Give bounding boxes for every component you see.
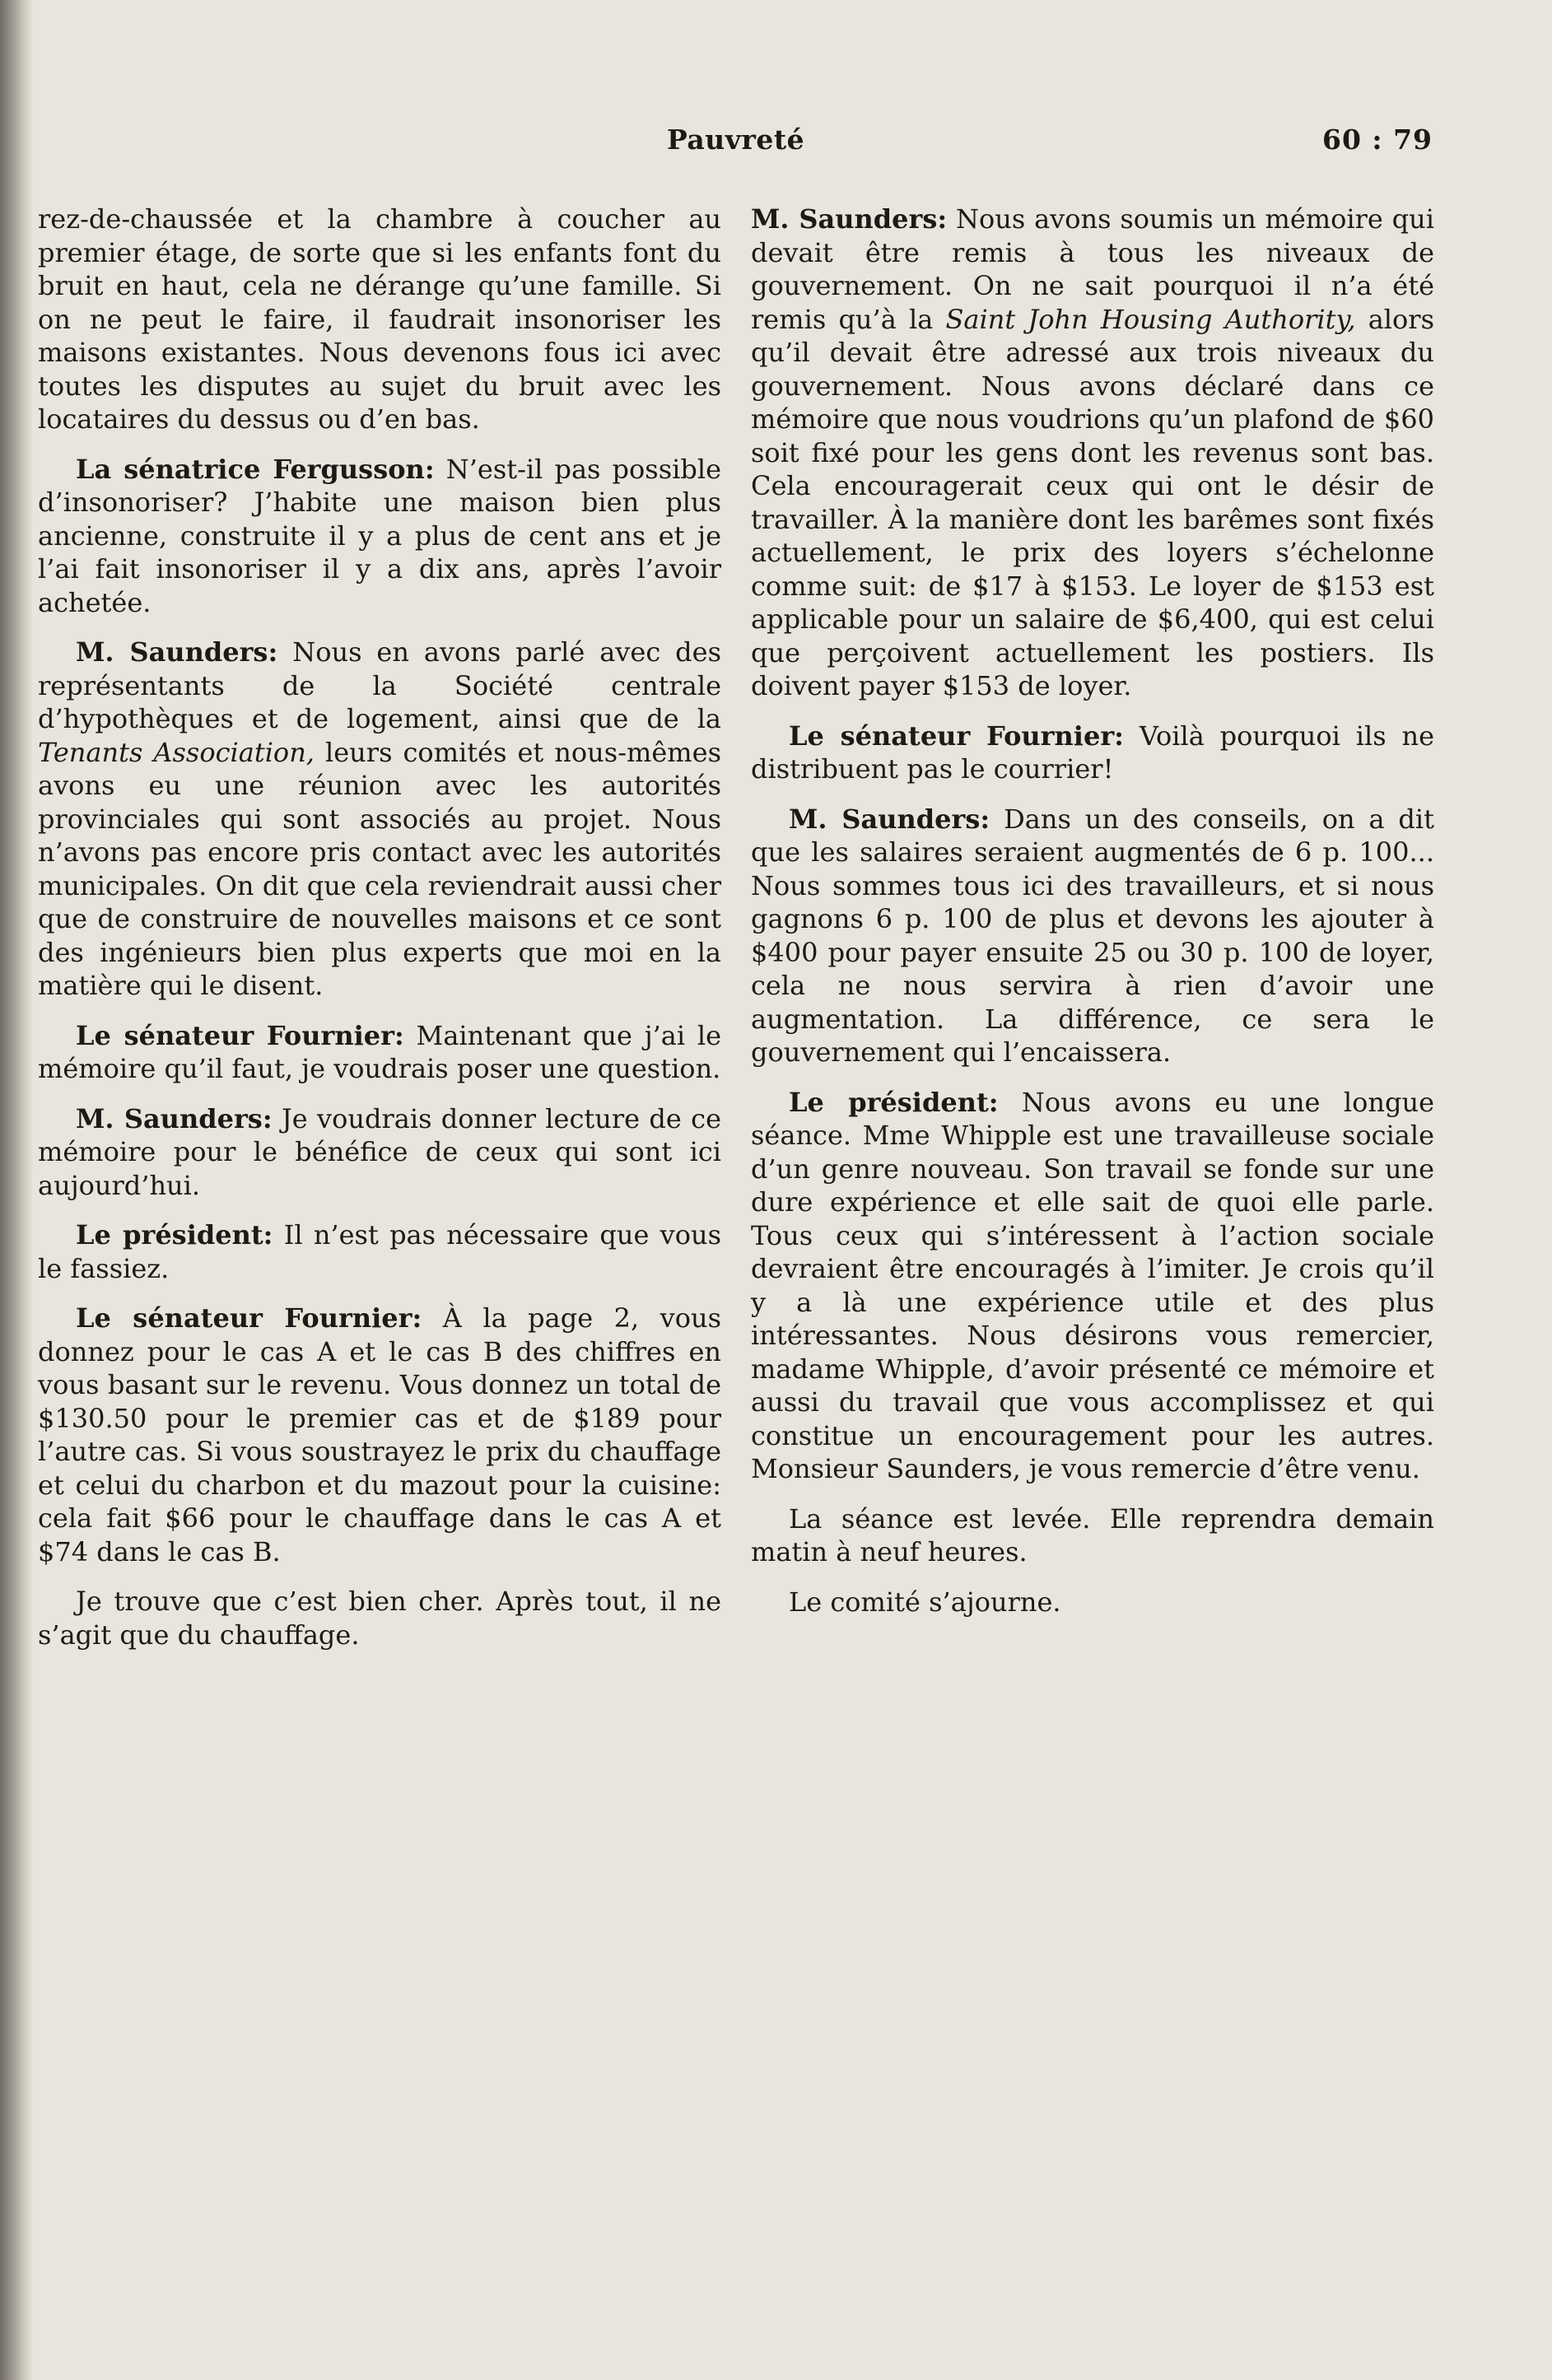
right-column — [751, 203, 1434, 1635]
paragraph-text: Maintenant que j’ai le mémoire qu’il faut, je voudrais poser une question. — [38, 1019, 722, 1084]
paragraph — [38, 1302, 721, 1568]
speaker-name: Le sénateur Fournier: — [76, 1302, 422, 1334]
paragraph-text: Je trouve que c’est bien cher. Après tout, il ne s’agit que du chauffage. — [38, 1586, 721, 1651]
paragraph-text-continued: leurs comités et nous-mêmes avons eu une réunion avec les autorités provinciales qui sont associés au projet. Nous n’avons pas encore pris contact avec les autorités municipales. On dit que cela reviendrait aussi cher que de construire de nouvelles maisons et ce sont des ingénieurs bien plus experts que moi en la matière qui le disent. — [38, 736, 722, 1001]
paragraph-text: Je voudrais donner lecture de ce mémoire pour le bénéfice de ceux qui sont ici aujourd’hui. — [38, 1102, 722, 1201]
paragraph — [38, 1102, 721, 1203]
speaker-name: Le sénateur Fournier: — [76, 1019, 404, 1051]
speaker-name: Le sénateur Fournier: — [789, 720, 1124, 752]
speaker-name: Le président: — [789, 1086, 999, 1118]
paragraph-text: Dans un des conseils, on a dit que les salaires seraient augmentés de 6 p. 100... Nous sommes tous ici des travailleurs, et si nous gagnons 6 p. 100 de plus et devons les ajouter à $400 pour payer ensuite 25 ou 30 p. 100 de loyer, cela ne nous servira à rien d’avoir une augmentation. La différence, ce sera le gouvernement qui l’encaissera. — [751, 803, 1435, 1068]
paragraph — [38, 1218, 721, 1285]
paragraph — [38, 1019, 721, 1086]
italic-organization: Tenants Association, — [38, 736, 315, 768]
page-header — [667, 123, 1433, 165]
paragraph-text: N’est-il pas possible d’insonoriser? J’habite une maison bien plus ancienne, construite il y a plus de cent ans et je l’ai fait insonoriser il y a dix ans, après l’avoir achetée. — [38, 453, 721, 618]
speaker-name: M. Saunders: — [789, 803, 990, 835]
paragraph — [751, 1586, 1434, 1619]
page-binding-shadow — [0, 0, 33, 2380]
paragraph — [751, 1502, 1434, 1569]
paragraph-text-continued: alors qu’il devait être adressé aux trois niveaux du gouvernement. Nous avons déclaré dans ce mémoire que nous voudrions qu’un plafond de $60 soit fixé pour les gens dont les revenus sont bas. Cela encouragerait ceux qui ont le désir de travailler. À la manière dont les barêmes sont fixés actuellement, le prix des loyers s’échelonne comme suit: de $17 à $153. Le loyer de $153 est applicable pour un salaire de $6,400, qui est celui que perçoivent actuellement les postiers. Ils doivent payer $153 de loyer. — [751, 303, 1434, 701]
paragraph — [751, 203, 1434, 703]
paragraph-text: Voilà pourquoi ils ne distribuent pas le courrier! — [751, 720, 1435, 785]
paragraph-text: À la page 2, vous donnez pour le cas A et le cas B des chiffres en vous basant sur le revenu. Vous donnez un total de $130.50 pour le premier cas et de $189 pour l’autre cas. Si vous soustrayez le prix du chauffage et celui du charbon et du mazout pour la cuisine: cela fait $66 pour le chauffage dans le cas A et $74 dans le cas B. — [38, 1302, 722, 1567]
paragraph — [751, 1086, 1434, 1486]
paragraph-text: Nous en avons parlé avec des représentants de la Société centrale d’hypothèques et de logement, ainsi que de la — [38, 636, 722, 734]
speaker-name: M. Saunders: — [76, 1102, 273, 1134]
left-column — [38, 203, 721, 1668]
paragraph-text: rez-de-chaussée et la chambre à coucher au premier étage, de sorte que si les enfants font du bruit en haut, cela ne dérange qu’une famille. Si on ne peut le faire, il faudrait insonoriser les maisons existantes. Nous devenons fous ici avec toutes les disputes au sujet du bruit avec les locataires du dessus ou d’en bas. — [38, 203, 721, 435]
paragraph — [38, 636, 721, 1003]
paragraph-text: La séance est levée. Elle reprendra demain matin à neuf heures. — [751, 1502, 1434, 1567]
page-number: 60 : 79 — [1321, 123, 1433, 156]
paragraph — [751, 803, 1434, 1069]
paragraph-text: Le comité s’ajourne. — [789, 1586, 1061, 1618]
paragraph — [751, 720, 1434, 786]
paragraph — [38, 203, 721, 436]
running-title: Pauvreté — [667, 123, 805, 156]
speaker-name: M. Saunders: — [751, 203, 948, 235]
paragraph-text: Il n’est pas nécessaire que vous le fassiez. — [38, 1219, 721, 1284]
paragraph — [38, 453, 721, 620]
italic-organization: Saint John Housing Authority, — [945, 303, 1356, 335]
paragraph-text: Nous avons eu une longue séance. Mme Whipple est une travailleuse sociale d’un genre nouveau. Son travail se fonde sur une dure expérience et elle sait de quoi elle parle. Tous ceux qui s’intéressent à l’action sociale devraient être encouragés à l’imiter. Je crois qu’il y a là une expérience utile et des plus intéressantes. Nous désirons vous remercier, madame Whipple, d’avoir présenté ce mémoire et aussi du travail que vous accomplissez et qui constitue un encouragement pour les autres. Monsieur Saunders, je vous remercie d’être venu. — [751, 1086, 1435, 1484]
paragraph-text: Nous avons soumis un mémoire qui devait être remis à tous les niveaux de gouvernement. On ne sait pourquoi il n’a été remis qu’à la — [751, 203, 1435, 335]
paragraph — [38, 1585, 721, 1651]
speaker-name: M. Saunders: — [76, 636, 278, 668]
speaker-name: Le président: — [76, 1219, 273, 1251]
speaker-name: La sénatrice Fergusson: — [76, 453, 435, 485]
